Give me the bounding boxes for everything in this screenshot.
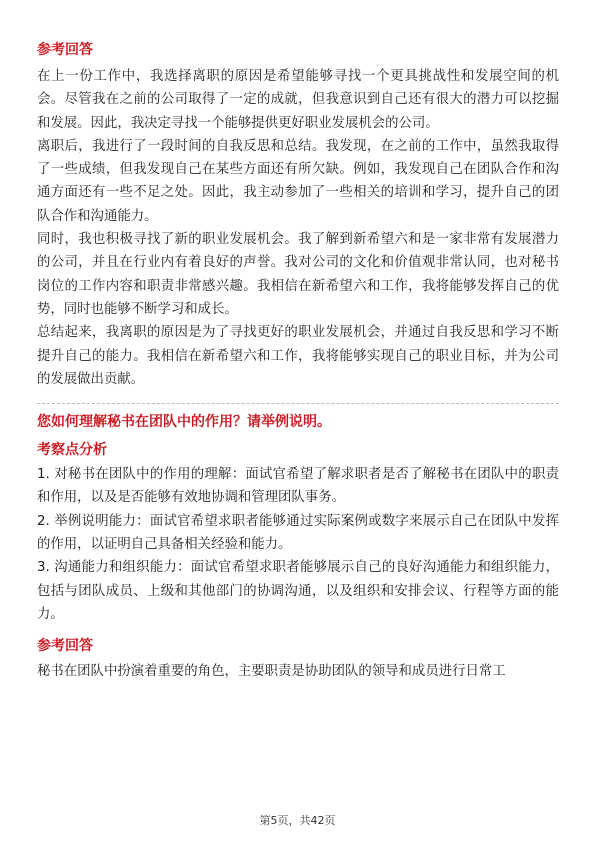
analysis-item: 2. 举例说明能力：面试官希望求职者能够通过实际案例或数字来展示自己在团队中发挥的作用，以证明自己具备相关经验和能力。: [37, 513, 559, 553]
question-heading: 您如何理解秘书在团队中的作用？请举例说明。: [37, 414, 331, 431]
page-content: [37, 40, 559, 684]
reference-answer-heading-2: 参考回答: [37, 638, 93, 655]
section-divider: [37, 403, 559, 404]
answer-paragraph: 同时，我也积极寻找了新的职业发展机会。我了解到新希望六和是一家非常有发展潜力的公司，并且在行业内有着良好的声誉。我对公司的文化和价值观非常认同，也对秘书岗位的工作内容和职责非常感兴趣。我相信在新希望六和工作，我将能够发挥自己的优势，同时也能够不断学习和成长。: [37, 232, 559, 317]
analysis-heading: 考察点分析: [37, 442, 107, 459]
analysis-item: 1. 对秘书在团队中的作用的理解：面试官希望了解求职者是否了解秘书在团队中的职责和作用，以及是否能够有效地协调和管理团队事务。: [37, 467, 559, 506]
reference-answer-heading: 参考回答: [37, 42, 93, 58]
page-number: 第5页，共42页: [259, 814, 336, 827]
answer-paragraph: 总结起来，我离职的原因是为了寻找更好的职业发展机会，并通过自我反思和学习不断提升自己的能力。我相信在新希望六和工作，我将能够实现自己的职业目标，并为公司的发展做出贡献。: [37, 325, 559, 387]
answer-paragraph: 离职后，我进行了一段时间的自我反思和总结。我发现，在之前的工作中，虽然我取得了一些成绩，但我发现自己在某些方面还有所欠缺。例如，我发现自己在团队合作和沟通方面还有一些不足之处。因此，我主动参加了一些相关的培训和学习，提升自己的团队合作和沟通能力。: [37, 138, 559, 224]
answer-paragraph: 在上一份工作中，我选择离职的原因是希望能够寻找一个更具挑战性和发展空间的机会。尽管我在之前的公司取得了一定的成就，但我意识到自己还有很大的潜力可以挖掘和发展。因此，我决定寻找一个能够提供更好职业发展机会的公司。: [37, 69, 559, 131]
analysis-item: 3. 沟通能力和组织能力：面试官希望求职者能够展示自己的良好沟通能力和组织能力，包括与团队成员、上级和其他部门的协调沟通，以及组织和安排会议、行程等方面的能力。: [37, 560, 559, 622]
answer-paragraph: 秘书在团队中扮演着重要的角色，主要职责是协助团队的领导和成员进行日常工: [37, 664, 506, 680]
